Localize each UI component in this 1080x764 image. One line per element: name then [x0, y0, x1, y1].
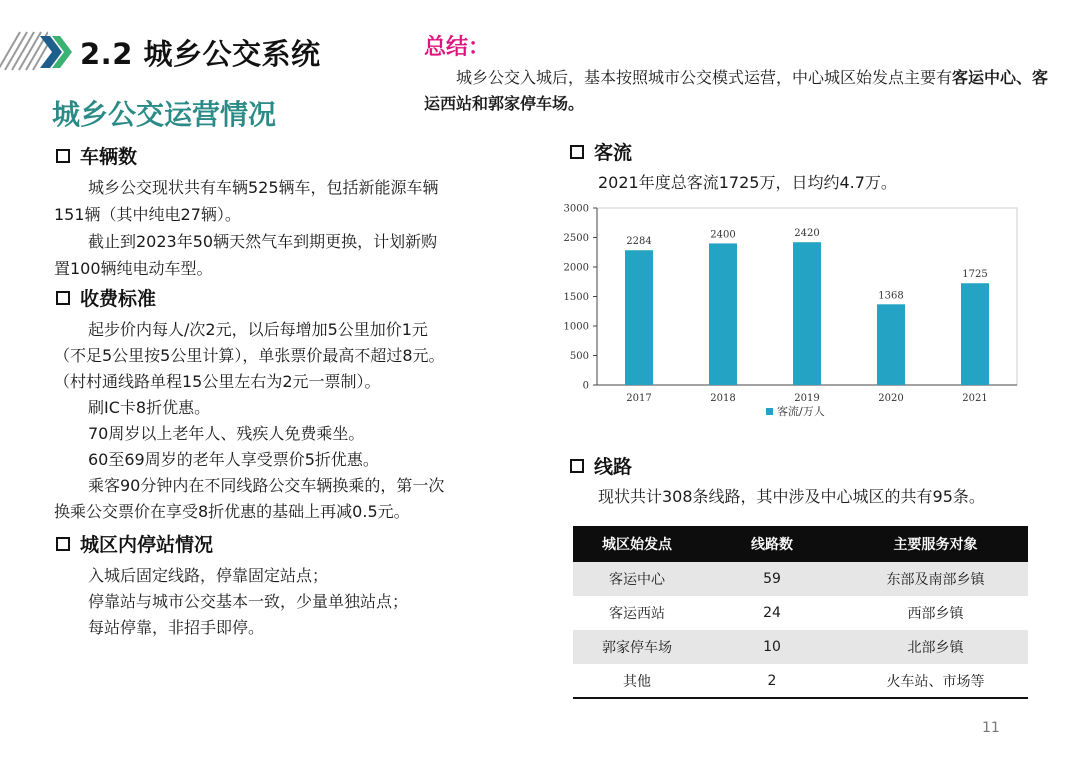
fares-line-6: 60至69周岁的老年人享受票价5折优惠。 — [88, 450, 379, 469]
table-cell: 59 — [701, 562, 843, 596]
table-cell: 24 — [763, 605, 781, 621]
checkbox-square-icon — [570, 145, 584, 159]
table-row — [573, 562, 1028, 596]
x-tick-label: 2020 — [878, 393, 904, 404]
fares-line-5: 70周岁以上老年人、残疾人免费乘坐。 — [88, 424, 365, 443]
fares-line-7: 乘客90分钟内在不同线路公交车辆换乘的，第一次 — [88, 476, 445, 495]
checkbox-square-icon — [56, 149, 70, 163]
checkbox-square-icon — [56, 291, 70, 305]
table-cell: 郭家停车场 — [573, 630, 701, 664]
y-tick-label: 2000 — [563, 262, 589, 274]
table-row — [573, 630, 1028, 664]
page-number: 11 — [982, 720, 1000, 736]
fares-line-2: （不足5公里按5公里计算），单张票价最高不超过8元。 — [54, 346, 445, 365]
bar — [793, 242, 821, 385]
bar — [877, 304, 905, 385]
table-cell: 客运西站 — [609, 606, 665, 622]
heading-routes-label: 线路 — [594, 456, 633, 478]
table-cell: 客运中心 — [573, 562, 701, 596]
heading-routes — [570, 452, 632, 479]
checkbox-square-icon — [570, 459, 584, 473]
heading-vehicles-label: 车辆数 — [80, 146, 138, 168]
x-tick-label: 2018 — [710, 393, 736, 404]
vehicles-line-2: 151辆（其中纯电27辆）。 — [54, 205, 241, 224]
data-label: 2400 — [710, 229, 736, 241]
stops-line-3: 每站停靠，非招手即停。 — [88, 618, 265, 637]
table-cell: 东部及南部乡镇 — [843, 562, 1028, 596]
y-tick-label: 500 — [569, 351, 589, 362]
fares-line-3: （村村通线路单程15公里左右为2元一票制）。 — [54, 372, 381, 391]
table-header-cell: 城区始发点 — [573, 526, 701, 562]
table-cell: 其他 — [573, 664, 701, 698]
fares-line-4: 刷IC卡8折优惠。 — [88, 398, 211, 417]
fares-line-8: 换乘公交票价在享受8折优惠的基础上再减0.5元。 — [54, 502, 410, 521]
heading-fares — [56, 284, 156, 311]
routes-table — [573, 526, 1028, 699]
x-tick-label: 2021 — [962, 393, 988, 404]
legend-swatch — [766, 408, 773, 415]
y-tick-label: 1500 — [563, 292, 589, 303]
fares-line-1: 起步价内每人/次2元，以后每增加5公里加价1元 — [88, 320, 428, 339]
table-row — [573, 664, 1028, 698]
bar — [961, 283, 989, 385]
ridership-bar-chart — [552, 200, 1022, 430]
y-tick-label: 2500 — [563, 233, 589, 244]
heading-stops — [56, 530, 213, 557]
summary-text — [424, 65, 1054, 117]
data-label: 1368 — [878, 290, 904, 302]
table-cell: 2 — [701, 664, 843, 698]
chevron-right-icon — [38, 34, 74, 70]
summary-bold: 客运中心、客运西站和郭家停车场。 — [424, 68, 1049, 113]
data-label: 1725 — [962, 269, 988, 281]
stops-line-1: 入城后固定线路，停靠固定站点； — [88, 566, 329, 585]
table-cell: 北部乡镇 — [843, 630, 1028, 664]
table-header-row — [573, 526, 1028, 562]
page-title: 2.2 城乡公交系统 — [80, 37, 321, 71]
ridership-caption: 2021年度总客流1725万，日均约4.7万。 — [598, 173, 897, 192]
y-tick-label: 3000 — [563, 203, 589, 215]
table-cell: 火车站、市场等 — [843, 664, 1028, 698]
checkbox-square-icon — [56, 537, 70, 551]
routes-caption: 现状共计308条线路，其中涉及中心城区的共有95条。 — [598, 487, 985, 506]
data-label: 2420 — [794, 228, 820, 240]
x-tick-label: 2017 — [626, 393, 652, 404]
section-subtitle: 城乡公交运营情况 — [52, 98, 277, 131]
data-label: 2284 — [626, 236, 652, 248]
table-cell: 10 — [701, 630, 843, 664]
heading-stops-label: 城区内停站情况 — [80, 534, 214, 556]
x-tick-label: 2019 — [794, 393, 820, 404]
heading-vehicles — [56, 142, 137, 169]
vehicles-line-4: 置100辆纯电动车型。 — [54, 259, 213, 278]
legend-label: 客流/万人 — [777, 405, 825, 418]
y-tick-label: 0 — [582, 380, 589, 392]
y-tick-label: 1000 — [563, 321, 589, 333]
summary-normal: 城乡公交入城后，基本按照城市公交模式运营，中心城区始发点主要有 — [456, 68, 953, 87]
summary-label: 总结： — [424, 35, 491, 60]
heading-fares-label: 收费标准 — [80, 288, 157, 310]
vehicles-line-1: 城乡公交现状共有车辆525辆车，包括新能源车辆 — [88, 178, 439, 197]
table-cell: 西部乡镇 — [907, 606, 964, 622]
ridership-chart — [552, 200, 1022, 430]
vehicles-line-3: 截止到2023年50辆天然气车到期更换，计划新购 — [88, 232, 438, 251]
stops-line-2: 停靠站与城市公交基本一致，少量单独站点； — [88, 592, 409, 611]
table-row — [573, 596, 1028, 630]
heading-ridership-label: 客流 — [594, 142, 633, 164]
table-header-cell: 主要服务对象 — [843, 526, 1028, 562]
heading-ridership — [570, 138, 632, 165]
bar — [709, 243, 737, 385]
table-header-cell: 线路数 — [701, 526, 843, 562]
bar — [625, 250, 653, 385]
